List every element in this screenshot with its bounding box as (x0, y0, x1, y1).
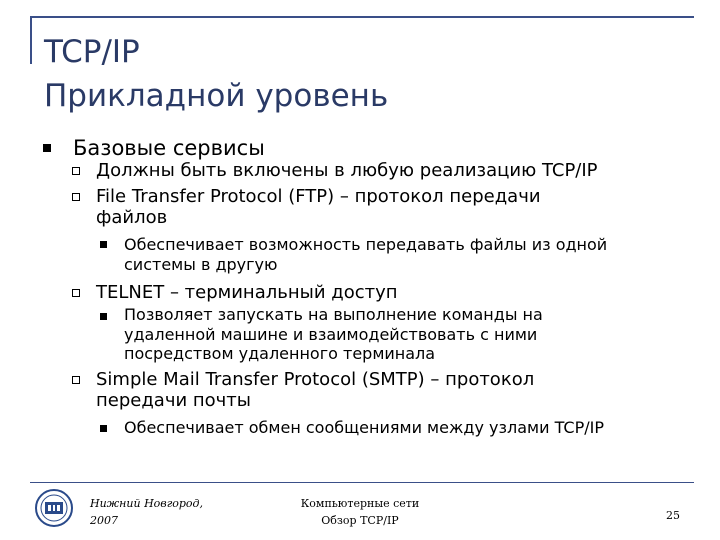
footer-rule (30, 482, 694, 483)
list-item-continued: файлов (96, 207, 168, 228)
page-number: 25 (666, 509, 680, 522)
list-item: File Transfer Protocol (FTP) – протокол передачи (96, 186, 541, 207)
slide-title (44, 30, 388, 118)
title-line-1: TCP/IP (44, 34, 140, 70)
sub-item: Позволяет запускать на выполнение команды на (124, 305, 543, 324)
footer-course (300, 495, 420, 529)
list-item: TELNET – терминальный доступ (96, 282, 398, 303)
footer-location (90, 495, 203, 529)
bullet-box-icon (72, 167, 80, 175)
footer-course-subtitle: Обзор TCP/IP (321, 514, 399, 527)
sub-item-continued: удаленной машине и взаимодействовать с ними (124, 325, 538, 344)
sub-item: Обеспечивает возможность передавать файлы из одной (124, 235, 608, 254)
list-item: Simple Mail Transfer Protocol (SMTP) – протокол (96, 369, 535, 390)
bullet-square-icon (100, 241, 107, 248)
sub-item-continued: посредством удаленного терминала (124, 344, 436, 363)
list-item-continued: передачи почты (96, 390, 251, 411)
bullet-square-icon (100, 313, 107, 320)
bullet-box-icon (72, 376, 80, 384)
sub-item-continued: системы в другую (124, 255, 278, 274)
footer-course-title: Компьютерные сети (300, 497, 420, 510)
sub-item: Обеспечивает обмен сообщениями между узлами TCP/IP (124, 418, 604, 437)
bullet-box-icon (72, 289, 80, 297)
title-line-2: Прикладной уровень (44, 78, 389, 114)
bullet-square-icon (100, 425, 107, 432)
footer-year: 2007 (90, 514, 118, 527)
list-item: Должны быть включены в любую реализацию TCP/IP (96, 160, 598, 181)
level1-heading: Базовые сервисы (73, 136, 265, 160)
frame-top-rule (30, 16, 694, 18)
bullet-square-icon (43, 144, 51, 152)
bullet-box-icon (72, 193, 80, 201)
university-logo-icon (34, 488, 74, 528)
frame-left-rule (30, 16, 32, 64)
footer-city: Нижний Новгород, (90, 497, 204, 510)
